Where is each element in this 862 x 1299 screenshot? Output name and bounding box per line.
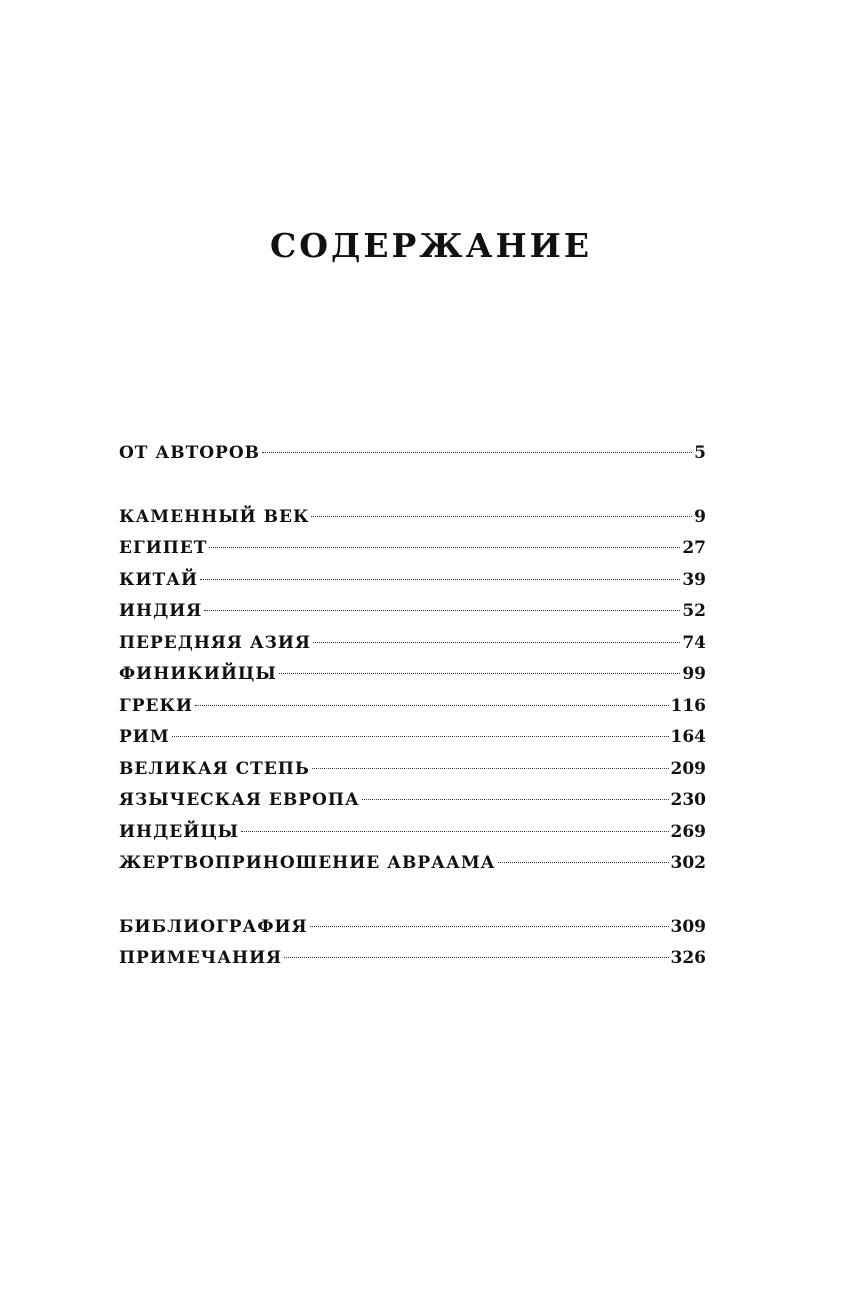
toc-entry-title: ПРИМЕЧАНИЯ — [119, 948, 283, 968]
dot-leader — [313, 642, 680, 643]
toc-entry-title: ЖЕРТВОПРИНОШЕНИЕ АВРААМА — [119, 853, 496, 873]
table-of-contents — [119, 438, 706, 975]
toc-entry-title: ИНДЕЙЦЫ — [119, 821, 240, 842]
toc-entry-title: ИНДИЯ — [119, 601, 203, 621]
toc-entry-page: 302 — [670, 853, 706, 873]
toc-entry-title: КАМЕННЫЙ ВЕК — [119, 506, 310, 527]
toc-entry-page: 5 — [694, 443, 706, 463]
dot-leader — [241, 831, 668, 832]
dot-leader — [209, 547, 680, 548]
toc-entry-page: 52 — [682, 601, 706, 621]
toc-entry-page: 74 — [682, 632, 706, 653]
toc-entry[interactable] — [119, 817, 706, 849]
toc-entry-page: 209 — [670, 758, 706, 779]
toc-entry-title: ОТ АВТОРОВ — [119, 443, 261, 463]
toc-entry[interactable] — [119, 912, 706, 944]
dot-leader — [200, 579, 680, 580]
dot-leader — [498, 862, 669, 863]
dot-leader — [172, 736, 669, 737]
toc-entry-title: ГРЕКИ — [119, 695, 194, 716]
toc-entry-page: 116 — [670, 695, 706, 716]
page-title: СОДЕРЖАНИЕ — [269, 226, 592, 265]
toc-entry-page: 39 — [682, 569, 706, 590]
toc-entry-title: ФИНИКИЙЦЫ — [119, 664, 277, 684]
toc-entry[interactable] — [119, 754, 706, 786]
toc-entry-page: 9 — [694, 506, 706, 527]
dot-leader — [362, 799, 669, 800]
toc-entry-page: 326 — [670, 948, 706, 968]
dot-leader — [312, 768, 669, 769]
toc-entry[interactable] — [119, 533, 706, 565]
toc-entry-page: 27 — [682, 538, 706, 558]
toc-entry-title: ВЕЛИКАЯ СТЕПЬ — [119, 758, 310, 779]
dot-leader — [204, 610, 680, 611]
dot-leader — [311, 516, 692, 517]
dot-leader — [262, 452, 692, 453]
toc-entry-page: 164 — [670, 727, 706, 747]
toc-group-front — [119, 438, 706, 470]
toc-entry[interactable] — [119, 691, 706, 723]
toc-entry-title: ЕГИПЕТ — [119, 538, 208, 558]
toc-entry-page: 230 — [670, 790, 706, 810]
toc-group-back — [119, 912, 706, 975]
toc-group-chapters — [119, 502, 706, 880]
toc-entry[interactable] — [119, 785, 706, 817]
toc-entry[interactable] — [119, 628, 706, 660]
toc-entry-page: 269 — [670, 821, 706, 842]
toc-entry[interactable] — [119, 502, 706, 534]
toc-entry-title: КИТАЙ — [119, 569, 199, 590]
dot-leader — [284, 957, 668, 958]
toc-entry[interactable] — [119, 943, 706, 975]
toc-entry[interactable] — [119, 596, 706, 628]
toc-entry-title: БИБЛИОГРАФИЯ — [119, 916, 308, 937]
toc-entry-title: ЯЗЫЧЕСКАЯ ЕВРОПА — [119, 790, 360, 810]
toc-entry-page: 309 — [670, 916, 706, 937]
toc-entry[interactable] — [119, 722, 706, 754]
toc-entry[interactable] — [119, 659, 706, 691]
toc-entry-title: РИМ — [119, 727, 170, 747]
toc-entry[interactable] — [119, 438, 706, 470]
toc-entry-page: 99 — [682, 664, 706, 684]
dot-leader — [195, 705, 668, 706]
dot-leader — [310, 926, 669, 927]
toc-entry[interactable] — [119, 848, 706, 880]
toc-entry-title: ПЕРЕДНЯЯ АЗИЯ — [119, 632, 311, 653]
dot-leader — [279, 673, 681, 674]
toc-entry[interactable] — [119, 565, 706, 597]
